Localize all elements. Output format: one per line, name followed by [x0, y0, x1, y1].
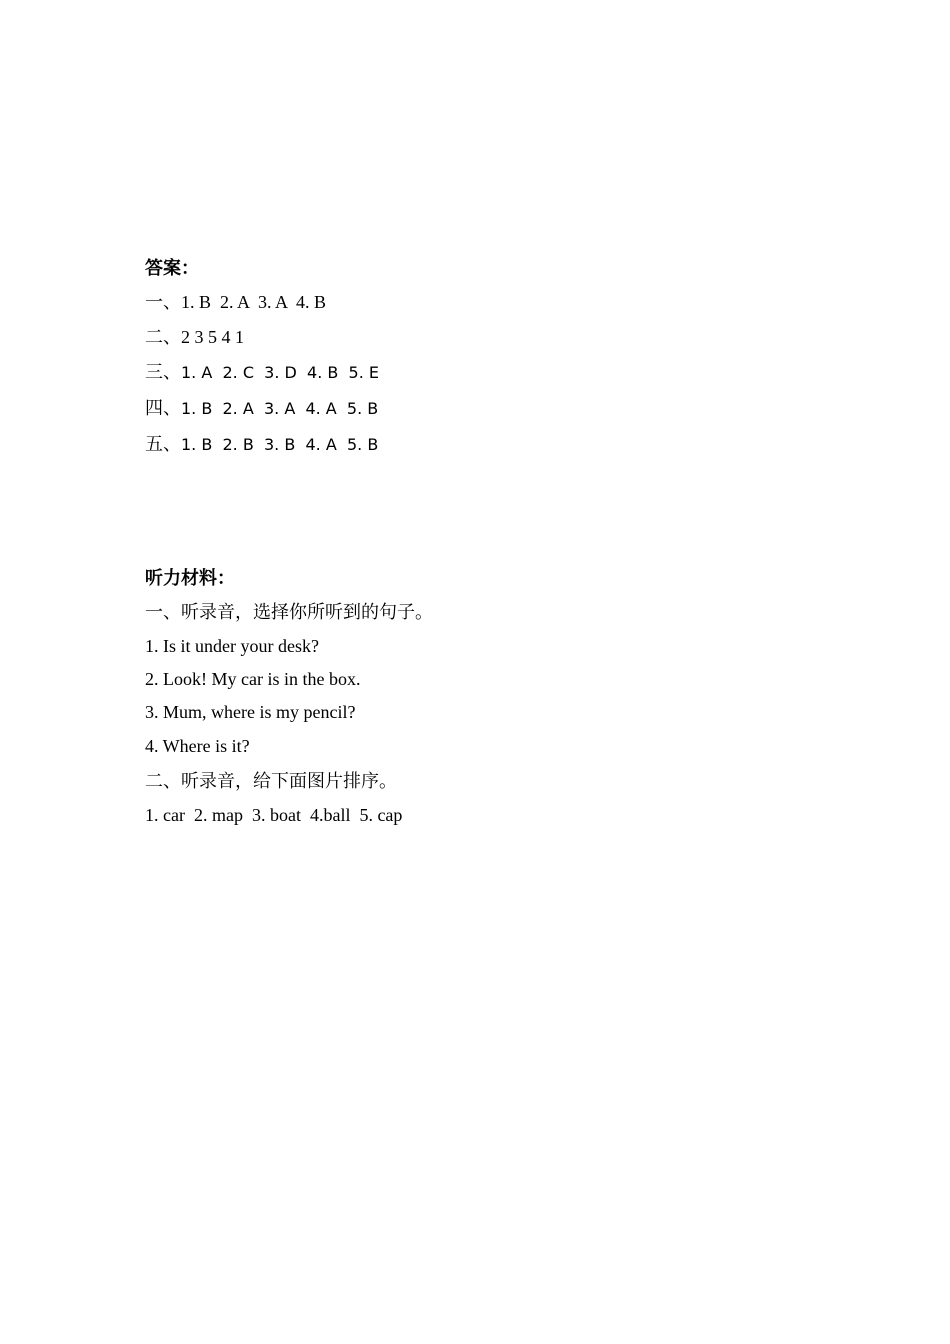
- answer-line-5: [145, 426, 845, 462]
- answer-label: 一、: [145, 292, 181, 313]
- answers-section: [145, 252, 845, 462]
- answer-text: 1. B 2. A 3. A 4. B: [181, 292, 327, 312]
- answer-line-3: [145, 355, 845, 390]
- listening-sentence-3: 3. Mum, where is my pencil?: [145, 702, 356, 722]
- answer-text: 1. B 2. B 3. B 4. A 5. B: [181, 435, 379, 454]
- answer-label: 二、: [145, 327, 181, 348]
- listening-word-list: 1. car 2. map 3. boat 4.ball 5. cap: [145, 805, 403, 825]
- listening-sentence-4: 4. Where is it?: [145, 736, 250, 756]
- answer-line-1: [145, 285, 845, 320]
- listening-sentence-1: 1. Is it under your desk?: [145, 636, 319, 656]
- listening-section: [145, 562, 845, 832]
- answer-label: 五、: [145, 434, 181, 455]
- answer-line-4: [145, 390, 845, 426]
- listening-section-2-title: 二、听录音，给下面图片排序。: [145, 771, 397, 792]
- answer-line-2: [145, 320, 845, 355]
- answer-text: 2 3 5 4 1: [181, 327, 244, 347]
- answer-text: 1. B 2. A 3. A 4. A 5. B: [181, 399, 379, 418]
- listening-sentence-2: 2. Look! My car is in the box.: [145, 669, 361, 689]
- answer-label: 三、: [145, 362, 181, 383]
- answer-text: 1. A 2. C 3. D 4. B 5. E: [181, 363, 379, 382]
- listening-heading: 听力材料：: [145, 568, 235, 589]
- answers-heading: 答案：: [145, 258, 199, 279]
- listening-section-1-title: 一、听录音，选择你所听到的句子。: [145, 602, 433, 623]
- answer-label: 四、: [145, 398, 181, 419]
